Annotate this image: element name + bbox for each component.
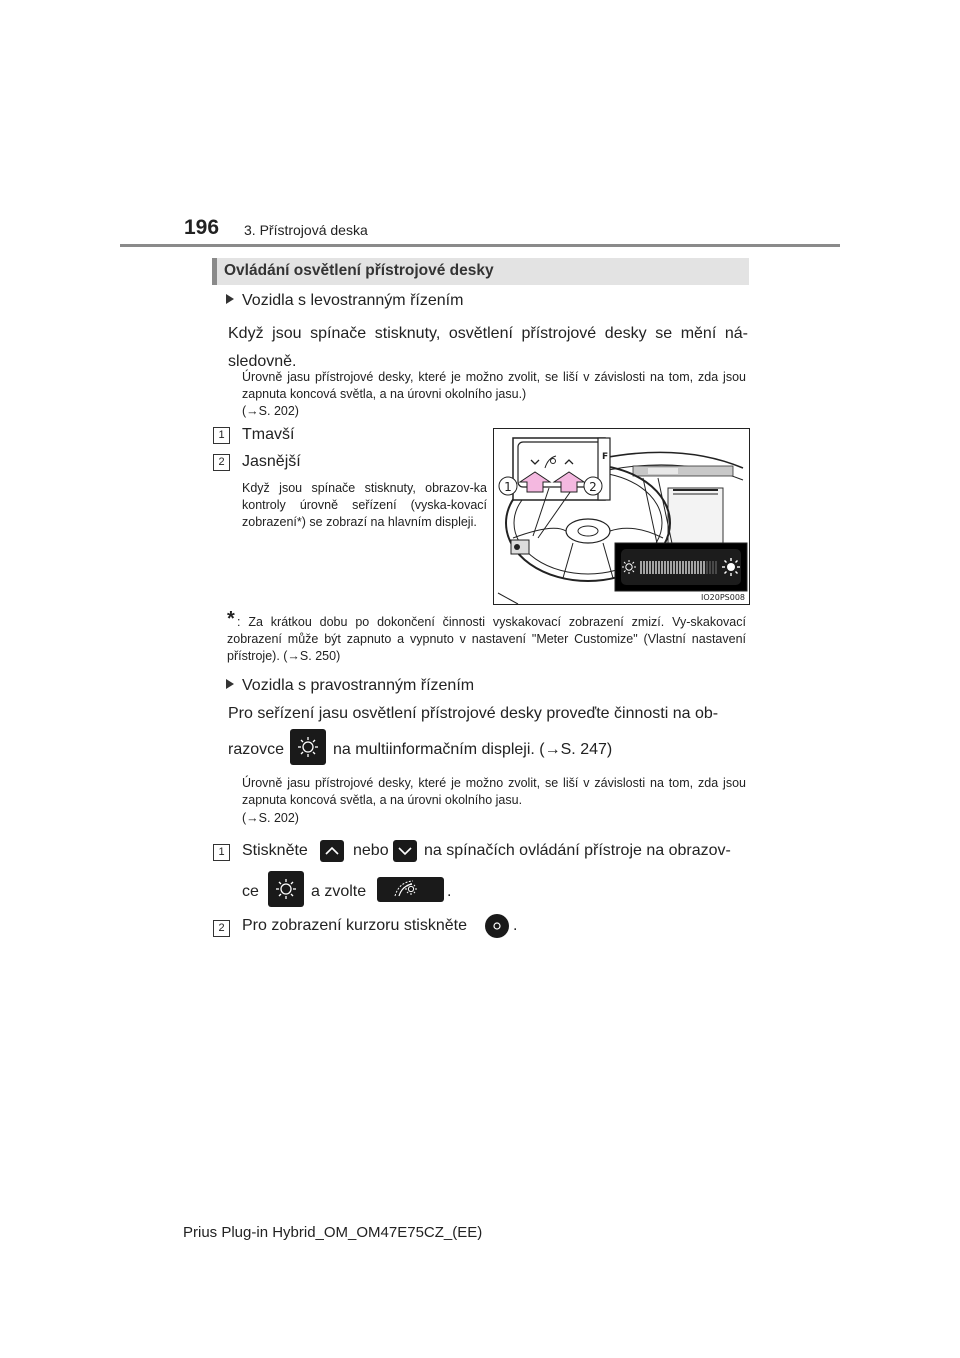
rhd-intro-line2-end: na multiinformačním displeji. (→S. 247): [333, 741, 613, 758]
footnote-mark: *: [227, 608, 235, 630]
item-brighter-desc: Když jsou spínače stisknuty, obrazov-ka kontroly úrovně seřízení (vyska-kovací zobrazení*) se zobrazí na hlavním displeji.: [242, 481, 487, 529]
footer-doc-id: Prius Plug-in Hybrid_OM_OM47E75CZ_(EE): [183, 1224, 483, 1241]
triangle-bullet-icon: [226, 294, 234, 304]
heading-text: Ovládání osvětlení přístrojové desky: [224, 262, 494, 279]
settings-screen-icon: [268, 871, 304, 907]
rhd-intro-line2-start: razovce: [228, 741, 285, 758]
dashboard-illustration: [493, 428, 750, 605]
up-button-icon: [320, 840, 344, 862]
header-divider: [120, 244, 840, 247]
triangle-bullet-icon: [226, 679, 234, 689]
rhd-title-text: Vozidla s pravostranným řízením: [242, 677, 475, 694]
callout-1: 1: [504, 480, 512, 494]
section-heading: [212, 258, 749, 285]
down-button-icon: [393, 840, 417, 862]
lhd-note: Úrovně jasu přístrojové desky, které je možno zvolit, se liší v závislosti na tom, zda jsou zapnuta koncová světla, a na úrovni okolního jasu.): [242, 370, 746, 401]
section-title: 3. Přístrojová deska: [244, 222, 368, 238]
item-number: 2: [213, 454, 230, 471]
ok-button-icon: [485, 914, 509, 938]
rhd-note: Úrovně jasu přístrojové desky, které je možno zvolit, se liší v závislosti na tom, zda jsou zapnuta koncová světla, a na úrovni okolního jasu.: [242, 776, 746, 807]
footnote-text: : Za krátkou dobu po dokončení činnosti vyskakovací zobrazení zmizí. Vy-skakovací zobrazení může být zapnuto a vypnuto v nastavení "Meter Customize" (Vlastní nastavení přístroje). (→S. 250): [227, 615, 746, 663]
step1-text-f: .: [447, 883, 452, 900]
step2-text-b: .: [513, 917, 518, 934]
svg-text:F: F: [602, 452, 609, 462]
step1-text-e: a zvolte: [311, 883, 367, 900]
brightness-setting-icon: [377, 877, 444, 902]
step-number: 1: [213, 844, 230, 861]
item-number: 1: [213, 427, 230, 444]
step1-text-b: nebo: [353, 842, 389, 859]
figure-code: IO20PS008: [700, 593, 745, 602]
heading-accent: [212, 258, 217, 285]
settings-screen-icon: [290, 729, 326, 765]
lhd-title-text: Vozidla s levostranným řízením: [242, 292, 464, 309]
lhd-title: [226, 292, 463, 310]
step1-text-c: na spínačích ovládání přístroje na obrazov-: [424, 842, 731, 859]
callout-2: 2: [589, 480, 597, 494]
step1-text-d: ce: [242, 883, 259, 900]
step1-text-a: Stiskněte: [242, 842, 308, 859]
page-number: 196: [184, 216, 220, 239]
item-darker: Tmavší: [242, 426, 295, 443]
rhd-intro-line1: Pro seřízení jasu osvětlení přístrojové desky proveďte činnosti na ob-: [228, 705, 719, 722]
rhd-note-ref: (→S. 202): [242, 811, 299, 825]
lhd-note-ref: (→S. 202): [242, 404, 299, 418]
step2-text-a: Pro zobrazení kurzoru stiskněte: [242, 917, 467, 934]
item-brighter: Jasnější: [242, 453, 301, 470]
step-number: 2: [213, 920, 230, 937]
rhd-title: [226, 677, 474, 695]
lhd-intro: Když jsou spínače stisknuty, osvětlení přístrojové desky se mění ná-sledovně.: [228, 325, 748, 370]
